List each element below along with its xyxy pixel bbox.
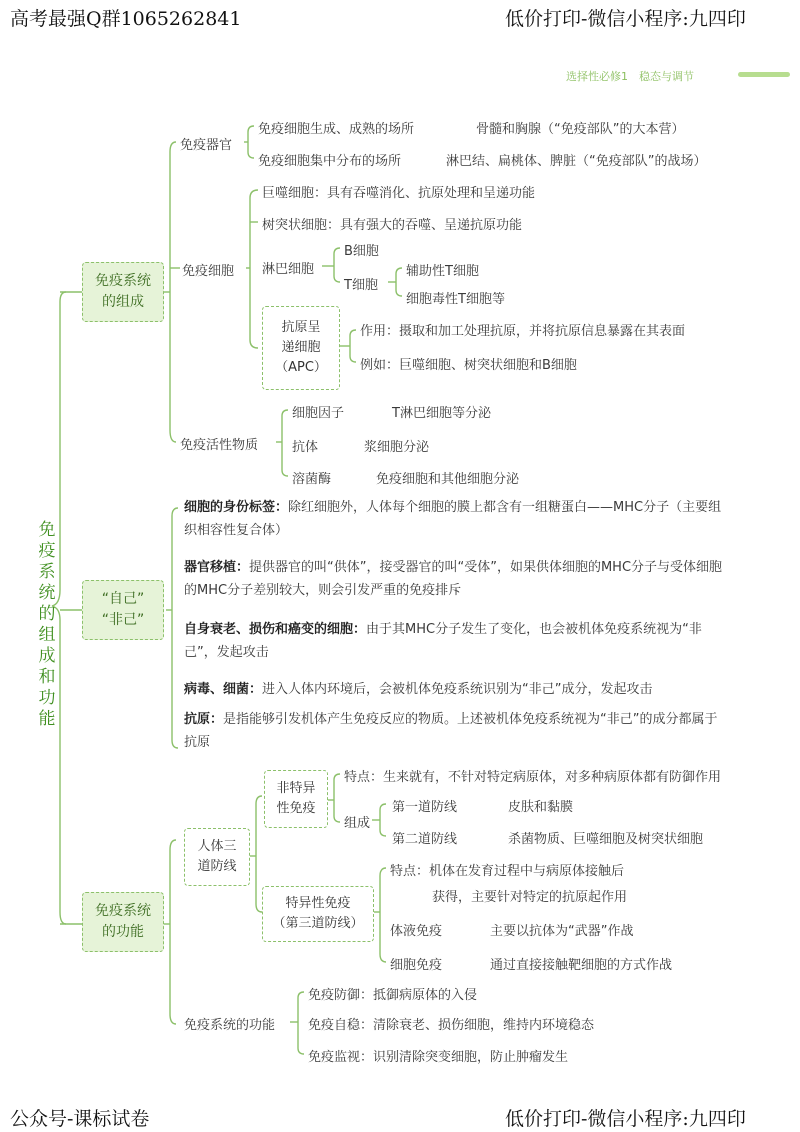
functions-label: 免疫系统的功能 <box>184 1018 276 1033</box>
apc-function-text: 作用：摄取和加工处理抗原，并将抗原信息暴露在其表面 <box>360 324 686 339</box>
composition-title-line2: 的组成 <box>102 294 144 310</box>
self-p2-bold: 器官移植： <box>184 560 250 575</box>
first-line-label: 第一道防线 <box>392 800 458 815</box>
cellular-label: 细胞免疫 <box>390 958 443 973</box>
dendritic-text: 树突状细胞：具有强大的吞噬、呈递抗原功能 <box>262 218 523 233</box>
t-cytotoxic-label: 细胞毒性T细胞等 <box>406 292 505 307</box>
specific-feature-line1: 特点：机体在发育过程中与病原体接触后 <box>390 864 625 879</box>
header-right-text: 低价打印-微信小程序:九四印 <box>505 8 746 30</box>
humoral-label: 体液免疫 <box>390 924 443 939</box>
t-helper-label: 辅助性T细胞 <box>406 264 479 279</box>
second-line-label: 第二道防线 <box>392 832 458 847</box>
self-p3-text: 由于其MHC分子发生了变化，也会被机体免疫系统视为“非己”，发起攻击 <box>184 622 702 660</box>
cells-label: 免疫细胞 <box>182 264 235 279</box>
footer-right-text: 低价打印-微信小程序:九四印 <box>505 1108 746 1130</box>
self-paragraph-5 <box>184 708 724 754</box>
organ-item-name: 免疫细胞集中分布的场所 <box>258 154 402 169</box>
specific-box <box>262 886 374 942</box>
lymphocyte-label: 淋巴细胞 <box>262 262 315 277</box>
t-cell-label: T细胞 <box>344 278 378 293</box>
apc-box <box>262 306 340 390</box>
three-lines-line1: 人体三 <box>197 838 237 854</box>
apc-line1: 抗原呈 <box>281 319 321 335</box>
active-item-desc: 免疫细胞和其他细胞分泌 <box>376 472 520 487</box>
function-title-line1: 免疫系统 <box>95 903 151 919</box>
footer-left-text: 公众号-课标试卷 <box>10 1108 150 1130</box>
organs-label: 免疫器官 <box>180 138 233 153</box>
self-p5-text: 是指能够引发机体产生免疫反应的物质。上述被机体免疫系统视为“非己”的成分都属于抗原 <box>184 712 718 750</box>
self-p1-text: 除红细胞外，人体每个细胞的膜上都含有一组糖蛋白——MHC分子（主要组织相容性复合体） <box>184 500 722 538</box>
composition-title-line1: 免疫系统 <box>95 273 151 289</box>
specific-line1: 特异性免疫 <box>285 895 351 911</box>
function-homeostasis-text: 免疫自稳：清除衰老、损伤细胞，维持内环境稳态 <box>308 1018 595 1033</box>
self-title-line1: “自己” <box>101 591 145 607</box>
self-title-line2: “非己” <box>101 612 145 628</box>
nonspecific-composition-label: 组成 <box>344 816 371 831</box>
apc-line3: （APC） <box>275 360 327 376</box>
self-paragraph-2 <box>184 556 724 602</box>
self-p2-text: 提供器官的叫“供体”，接受器官的叫“受体”，如果供体细胞的MHC分子与受体细胞的MHC分子差别较大，则会引发严重的免疫排斥 <box>184 560 723 598</box>
three-lines-line2: 道防线 <box>197 859 237 874</box>
active-item-desc: 浆细胞分泌 <box>364 440 430 455</box>
self-p4-text: 进入人体内环境后，会被机体免疫系统识别为“非己”成分，发起攻击 <box>262 682 653 697</box>
apc-examples-text: 例如：巨噬细胞、树突状细胞和B细胞 <box>360 358 577 373</box>
self-paragraph-3 <box>184 618 724 664</box>
composition-box <box>82 262 164 322</box>
nonspecific-box <box>264 770 328 828</box>
three-lines-box <box>184 828 250 886</box>
b-cell-label: B细胞 <box>344 244 379 259</box>
function-box <box>82 892 164 952</box>
cellular-desc: 通过直接接触靶细胞的方式作战 <box>490 958 673 973</box>
self-paragraph-4 <box>184 678 724 701</box>
macrophage-text: 巨噬细胞：具有吞噬消化、抗原处理和呈递功能 <box>262 186 536 201</box>
first-line-desc: 皮肤和黏膜 <box>508 800 574 815</box>
function-defense-text: 免疫防御：抵御病原体的入侵 <box>308 988 478 1003</box>
nonspecific-line2: 性免疫 <box>276 801 316 816</box>
organ-item-desc: 淋巴结、扁桃体、脾脏（“免疫部队”的战场） <box>446 154 707 169</box>
nonspecific-line1: 非特异 <box>276 780 316 796</box>
nonspecific-feature-text: 特点：生来就有，不针对特定病原体，对多种病原体都有防御作用 <box>344 770 722 785</box>
self-p3-bold: 自身衰老、损伤和癌变的细胞： <box>184 622 367 637</box>
active-substance-label: 免疫活性物质 <box>180 438 259 453</box>
humoral-desc: 主要以抗体为“武器”作战 <box>490 924 634 939</box>
active-item-name: 细胞因子 <box>292 406 345 421</box>
header-left-text: 高考最强Q群1065262841 <box>10 8 242 30</box>
self-p5-bold: 抗原： <box>184 712 224 727</box>
apc-line2: 递细胞 <box>281 339 321 355</box>
function-title-line2: 的功能 <box>102 924 144 940</box>
second-line-desc: 杀菌物质、巨噬细胞及树突状细胞 <box>508 832 704 847</box>
specific-feature-line2: 获得，主要针对特定的抗原起作用 <box>432 890 628 905</box>
specific-line2: （第三道防线） <box>272 916 364 931</box>
active-item-name: 溶菌酶 <box>292 472 332 487</box>
active-item-name: 抗体 <box>292 440 319 455</box>
self-p1-bold: 细胞的身份标签： <box>184 500 289 515</box>
function-surveillance-text: 免疫监视：识别清除突变细胞，防止肿瘤发生 <box>308 1050 569 1065</box>
active-item-desc: T淋巴细胞等分泌 <box>392 406 491 421</box>
self-paragraph-1 <box>184 496 724 542</box>
organ-item-name: 免疫细胞生成、成熟的场所 <box>258 122 415 137</box>
self-p4-bold: 病毒、细菌： <box>184 682 263 697</box>
root-title: 免疫系统的组成和功能 <box>38 520 56 729</box>
self-nonself-box <box>82 580 164 640</box>
organ-item-desc: 骨髓和胸腺（“免疫部队”的大本营） <box>476 122 685 137</box>
chapter-tag: 选择性必修1 稳态与调节 <box>566 70 694 83</box>
